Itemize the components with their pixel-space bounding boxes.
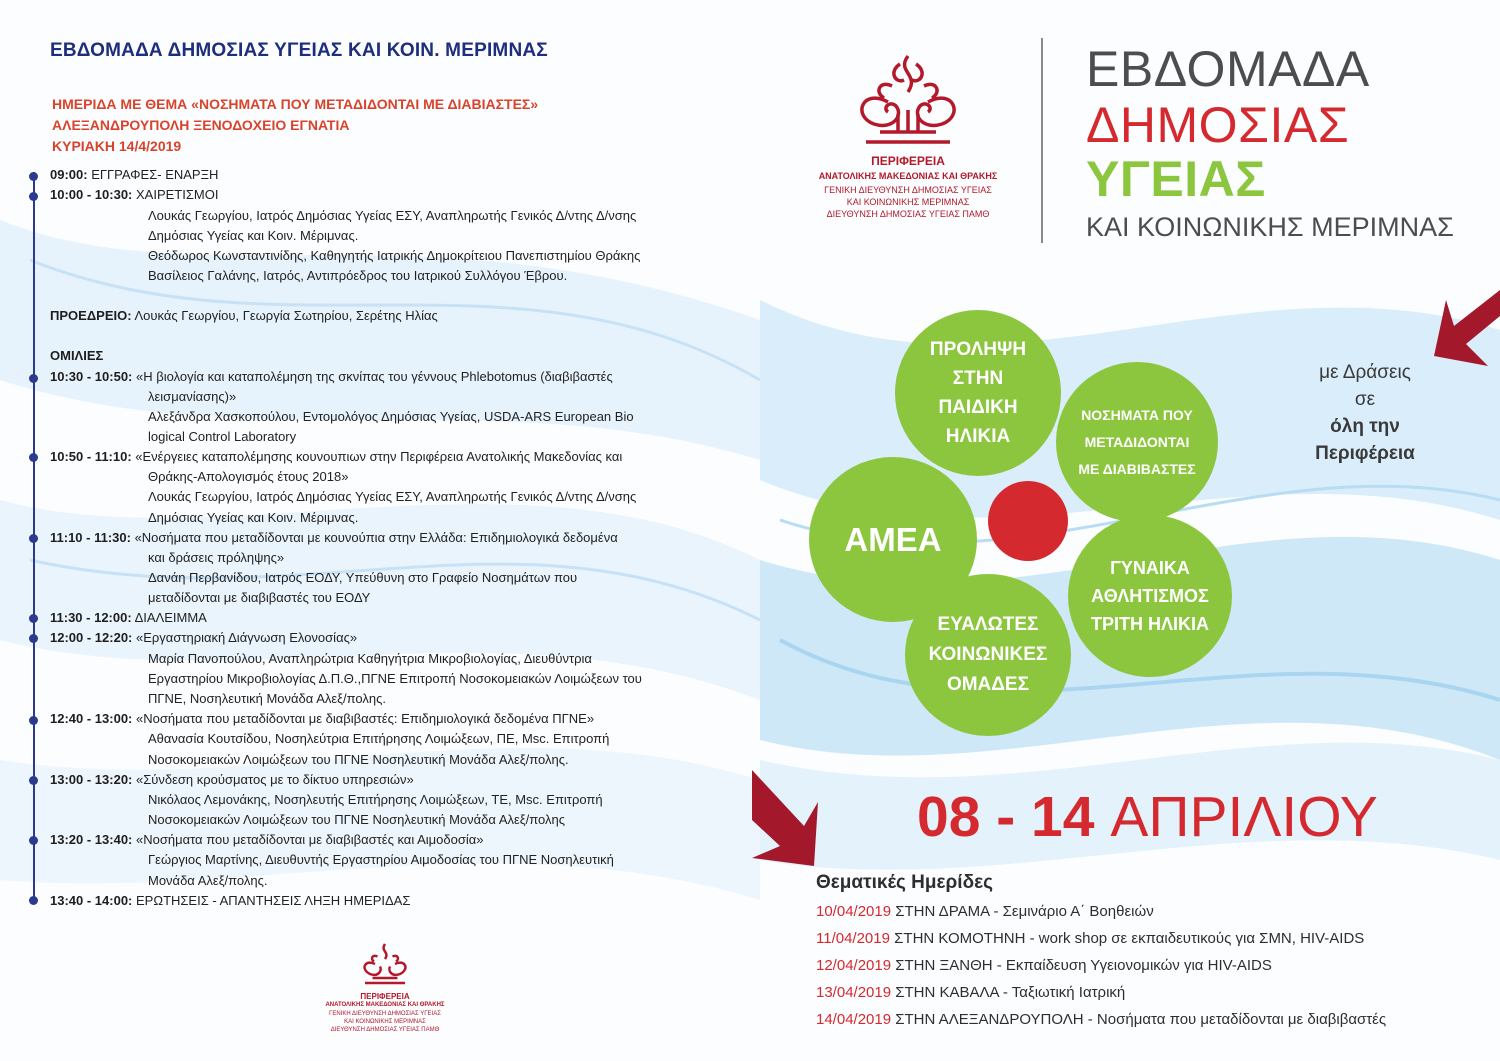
timeline-dot	[29, 614, 38, 623]
program-speaker: Δημόσιας Υγείας και Κοιν. Μέριμνας.	[148, 510, 359, 525]
timeline-dot	[29, 172, 38, 181]
program-speaker: Θράκης-Απολογισμός έτους 2018»	[148, 469, 349, 484]
event-dates: 08 - 14 ΑΠΡΙΛΙΟΥ	[917, 785, 1378, 849]
program-item: 10:50 - 11:10: «Ενέργειες καταπολέμησης κουνουπιων στην Περιφέρεια Ανατολικής Μακεδονίας και	[50, 449, 623, 464]
timeline-dot	[29, 836, 38, 845]
program-item: 13:40 - 14:00: ΕΡΩΤΗΣΕΙΣ - ΑΠΑΝΤΗΣΕΙΣ ΛΗΞΗ ΗΜΕΡΙΔΑΣ	[50, 893, 411, 908]
program-item: 13:00 - 13:20: «Σύνδεση κρούσματος με το δίκτυο υπηρεσιών»	[50, 772, 414, 787]
program-heading: ΟΜΙΛΙΕΣ	[50, 348, 104, 363]
logo-text: ΑΝΑΤΟΛΙΚΗΣ ΜΑΚΕΔΟΝΙΑΣ ΚΑΙ ΘΡΑΚΗΣ	[818, 171, 998, 181]
program-item: 13:20 - 13:40: «Νοσήματα που μεταδίδονται με διαβιβαστές και Αιμοδοσία»	[50, 832, 484, 847]
logo-text: ΚΑΙ ΚΟΙΝΩΝΙΚΗΣ ΜΕΡΙΜΝΑΣ	[846, 197, 970, 207]
title-line3: ΥΓΕΙΑΣ	[1086, 151, 1266, 207]
left-title: ΕΒΔΟΜΑΔΑ ΔΗΜΟΣΙΑΣ ΥΓΕΙΑΣ ΚΑΙ ΚΟΙΝ. ΜΕΡΙΜΝΑΣ	[50, 40, 548, 61]
program-item: 12:40 - 13:00: «Νοσήματα που μεταδίδονται με διαβιβαστές: Επιδημιολογικά δεδομένα ΠΓΝΕ»	[50, 711, 595, 726]
program-speaker: Θεόδωρος Κωνσταντινίδης, Καθηγητής Ιατρικής Δημοκρίτειου Πανεπιστημίου Θράκης	[148, 248, 641, 263]
timeline-dot	[29, 896, 38, 905]
program-item: 10:00 - 10:30: ΧΑΙΡΕΤΙΣΜΟΙ	[50, 187, 219, 202]
program-item: 09:00: ΕΓΓΡΑΦΕΣ- ΕΝΑΡΞΗ	[50, 167, 219, 182]
timeline-dot	[29, 453, 38, 462]
program-speaker: Νικόλαος Λεμονάκης, Νοσηλευτής Επιτήρησης Λοιμώξεων, ΤΕ, Msc. Επιτροπή	[148, 792, 603, 807]
event-line2: ΑΛΕΞΑΝΔΡΟΥΠΟΛΗ ΞΕΝΟΔΟΧΕΙΟ ΕΓΝΑΤΙΑ	[52, 117, 350, 133]
petal-vulnerable-groups: ΕΥΑΛΩΤΕΣ ΚΟΙΝΩΝΙΚΕΣ ΟΜΑΔΕΣ	[905, 574, 1071, 736]
petal-women-sports-elderly: ΓΥΝΑΙΚΑ ΑΘΛΗΤΙΣΜΟΣ ΤΡΙΤΗ ΗΛΙΚΙΑ	[1068, 515, 1232, 677]
logo-text: ΔΙΕΥΘΥΝΣΗ ΔΗΜΟΣΙΑΣ ΥΓΕΙΑΣ ΠΑΜΘ	[826, 209, 990, 219]
actions-text: Περιφέρεια	[1315, 443, 1415, 464]
program-speaker: Γεώργιος Μαρτίνης, Διευθυντής Εργαστηρίου Αιμοδοσίας του ΠΓΝΕ Νοσηλευτική	[148, 852, 614, 867]
program-speaker: Λουκάς Γεωργίου, Ιατρός Δημόσιας Υγείας ΕΣΥ, Αναπληρωτής Γενικός Δ/ντης Δ/νσης	[148, 489, 637, 504]
program-speaker: Δανάη Περβανίδου, Ιατρός ΕΟΔΥ, Υπεύθυνη στο Γραφείο Νοσημάτων που	[148, 570, 578, 585]
program-item: ΠΡΟΕΔΡΕΙΟ: Λουκάς Γεωργίου, Γεωργία Σωτηρίου, Σερέτης Ηλίας	[50, 308, 438, 323]
program-speaker: ΠΓΝΕ, Νοσηλευτική Μονάδα Αλεξ/πολης.	[148, 691, 386, 706]
program-speaker: Μονάδα Αλεξ/πολης.	[148, 873, 268, 888]
petal-prevention-childhood: ΠΡΟΛΗΨΗ ΣΤΗΝ ΠΑΙΔΙΚΗ ΗΛΙΚΙΑ	[895, 310, 1061, 476]
timeline-dot	[29, 634, 38, 643]
title-line2: ΔΗΜΟΣΙΑΣ	[1086, 97, 1350, 153]
region-logo-icon	[355, 938, 415, 990]
actions-text: με Δράσεις	[1319, 362, 1411, 383]
logo-text: ΔΙΕΥΘΥΝΣΗ ΔΗΜΟΣΙΑΣ ΥΓΕΙΑΣ ΠΑΜΘ	[330, 1027, 440, 1033]
seminar-item: 11/04/2019 ΣΤΗΝ ΚΟΜΟΤΗΝΗ - work shop σε εκπαιδευτικούς για ΣΜΝ, HIV-AIDS	[816, 930, 1365, 947]
program-speaker: Μαρία Πανοπούλου, Αναπληρώτρια Καθηγήτρια Μικροβιολογίας, Διευθύντρια	[148, 651, 592, 666]
timeline-dot	[29, 776, 38, 785]
timeline-dot	[29, 716, 38, 725]
title-divider	[1041, 38, 1043, 243]
event-line1: ΗΜΕΡΙΔΑ ΜΕ ΘΕΜΑ «ΝΟΣΗΜΑΤΑ ΠΟΥ ΜΕΤΑΔΙΔΟΝΤΑΙ ΜΕ ΔΙΑΒΙΑΣΤΕΣ»	[52, 96, 539, 112]
program-speaker: logical Control Laboratory	[148, 429, 297, 444]
program-speaker: Νοσοκομειακών Λοιμώξεων του ΠΓΝΕ Νοσηλευτική Μονάδα Αλεξ/πολης	[148, 812, 565, 827]
logo-text: ΓΕΝΙΚΗ ΔΙΕΥΘΥΝΣΗ ΔΗΜΟΣΙΑΣ ΥΓΕΙΑΣ	[329, 1011, 441, 1017]
seminar-item: 13/04/2019 ΣΤΗΝ ΚΑΒΑΛΑ - Ταξιωτική Ιατρική	[816, 984, 1126, 1001]
program-speaker: Εργαστηρίου Μικροβιολογίας Δ.Π.Θ.,ΠΓΝΕ Επιτροπή Νοσοκομειακών Λοιμώξεων του	[148, 671, 642, 686]
program-item: 12:00 - 12:20: «Εργαστηριακή Διάγνωση Ελονοσίας»	[50, 630, 358, 645]
flower-center	[988, 481, 1068, 561]
program-item: 10:30 - 10:50: «Η βιολογία και καταπολέμηση της σκνίπας του γέννους Phlebotomus (διαβιβαστές	[50, 369, 613, 384]
event-date: ΚΥΡΙΑΚΗ 14/4/2019	[52, 138, 182, 154]
seminar-item: 14/04/2019 ΣΤΗΝ ΑΛΕΞΑΝΔΡΟΥΠΟΛΗ - Νοσήματα που μεταδίδονται με διαβιβαστές	[816, 1011, 1387, 1028]
program-speaker: Δημόσιας Υγείας και Κοιν. Μέριμνας.	[148, 228, 359, 243]
seminar-item: 10/04/2019 ΣΤΗΝ ΔΡΑΜΑ - Σεμινάριο Α΄ Βοηθειών	[816, 903, 1154, 920]
timeline-dot	[29, 374, 38, 383]
program-speaker: μεταδίδονται με διαβιβαστές του ΕΟΔΥ	[148, 590, 371, 605]
seminar-item: 12/04/2019 ΣΤΗΝ ΞΑΝΘΗ - Εκπαίδευση Υγειονομικών για HIV-AIDS	[816, 957, 1272, 974]
logo-text: ΓΕΝΙΚΗ ΔΙΕΥΘΥΝΣΗ ΔΗΜΟΣΙΑΣ ΥΓΕΙΑΣ	[824, 185, 992, 195]
petal-vector-diseases: ΝΟΣΗΜΑΤΑ ΠΟΥ ΜΕΤΑΔΙΔΟΝΤΑΙ ΜΕ ΔΙΑΒΙΒΑΣΤΕΣ	[1056, 362, 1218, 522]
actions-text: όλη την	[1330, 416, 1400, 437]
logo-text: ΠΕΡΙΦΕΡΕΙΑ	[871, 154, 945, 168]
program-speaker: Λουκάς Γεωργίου, Ιατρός Δημόσιας Υγείας ΕΣΥ, Αναπληρωτής Γενικός Δ/ντης Δ/νσης	[148, 208, 637, 223]
logo-text: ΠΕΡΙΦΕΡΕΙΑ	[360, 992, 410, 1001]
logo-text: ΚΑΙ ΚΟΙΝΩΝΙΚΗΣ ΜΕΡΙΜΝΑΣ	[344, 1019, 426, 1025]
program-speaker: και δράσεις πρόληψης»	[148, 550, 285, 565]
program-speaker: Αλεξάνδρα Χασκοπούλου, Εντομολόγος Δημόσιας Υγείας, USDA-ARS European Bio	[148, 409, 634, 424]
program-item: 11:30 - 12:00: ΔΙΑΛΕΙΜΜΑ	[50, 610, 207, 625]
program-speaker: Νοσοκομειακών Λοιμώξεων του ΠΓΝΕ Νοσηλευτική Μονάδα Αλεξ/πολης.	[148, 752, 569, 767]
title-line1: ΕΒΔΟΜΑΔΑ	[1086, 41, 1370, 97]
program-speaker: Αθανασία Κουτσίδου, Νοσηλεύτρια Επιτήρησης Λοιμώξεων, ΠΕ, Msc. Επιτροπή	[148, 731, 610, 746]
actions-text: σε	[1354, 389, 1376, 410]
seminars-title: Θεματικές Ημερίδες	[816, 872, 994, 893]
petal-disabled: ΑΜΕΑ	[809, 457, 977, 622]
timeline-dot	[29, 534, 38, 543]
region-logo-icon	[848, 50, 968, 150]
program-speaker: Βασίλειος Γαλάνης, Ιατρός, Αντιπρόεδρος του Ιατρικού Συλλόγου Έβρου.	[148, 268, 568, 283]
timeline-dot	[29, 192, 38, 201]
program-speaker: λεισμανίασης)»	[148, 389, 237, 404]
program-item: 11:10 - 11:30: «Νοσήματα που μεταδίδονται με κουνούπια στην Ελλάδα: Επιδημιολογικά δεδομένα	[50, 530, 618, 545]
logo-text: ΑΝΑΤΟΛΙΚΗΣ ΜΑΚΕΔΟΝΙΑΣ ΚΑΙ ΘΡΑΚΗΣ	[325, 1002, 445, 1008]
title-line4: ΚΑΙ ΚΟΙΝΩΝΙΚΗΣ ΜΕΡΙΜΝΑΣ	[1086, 212, 1454, 242]
